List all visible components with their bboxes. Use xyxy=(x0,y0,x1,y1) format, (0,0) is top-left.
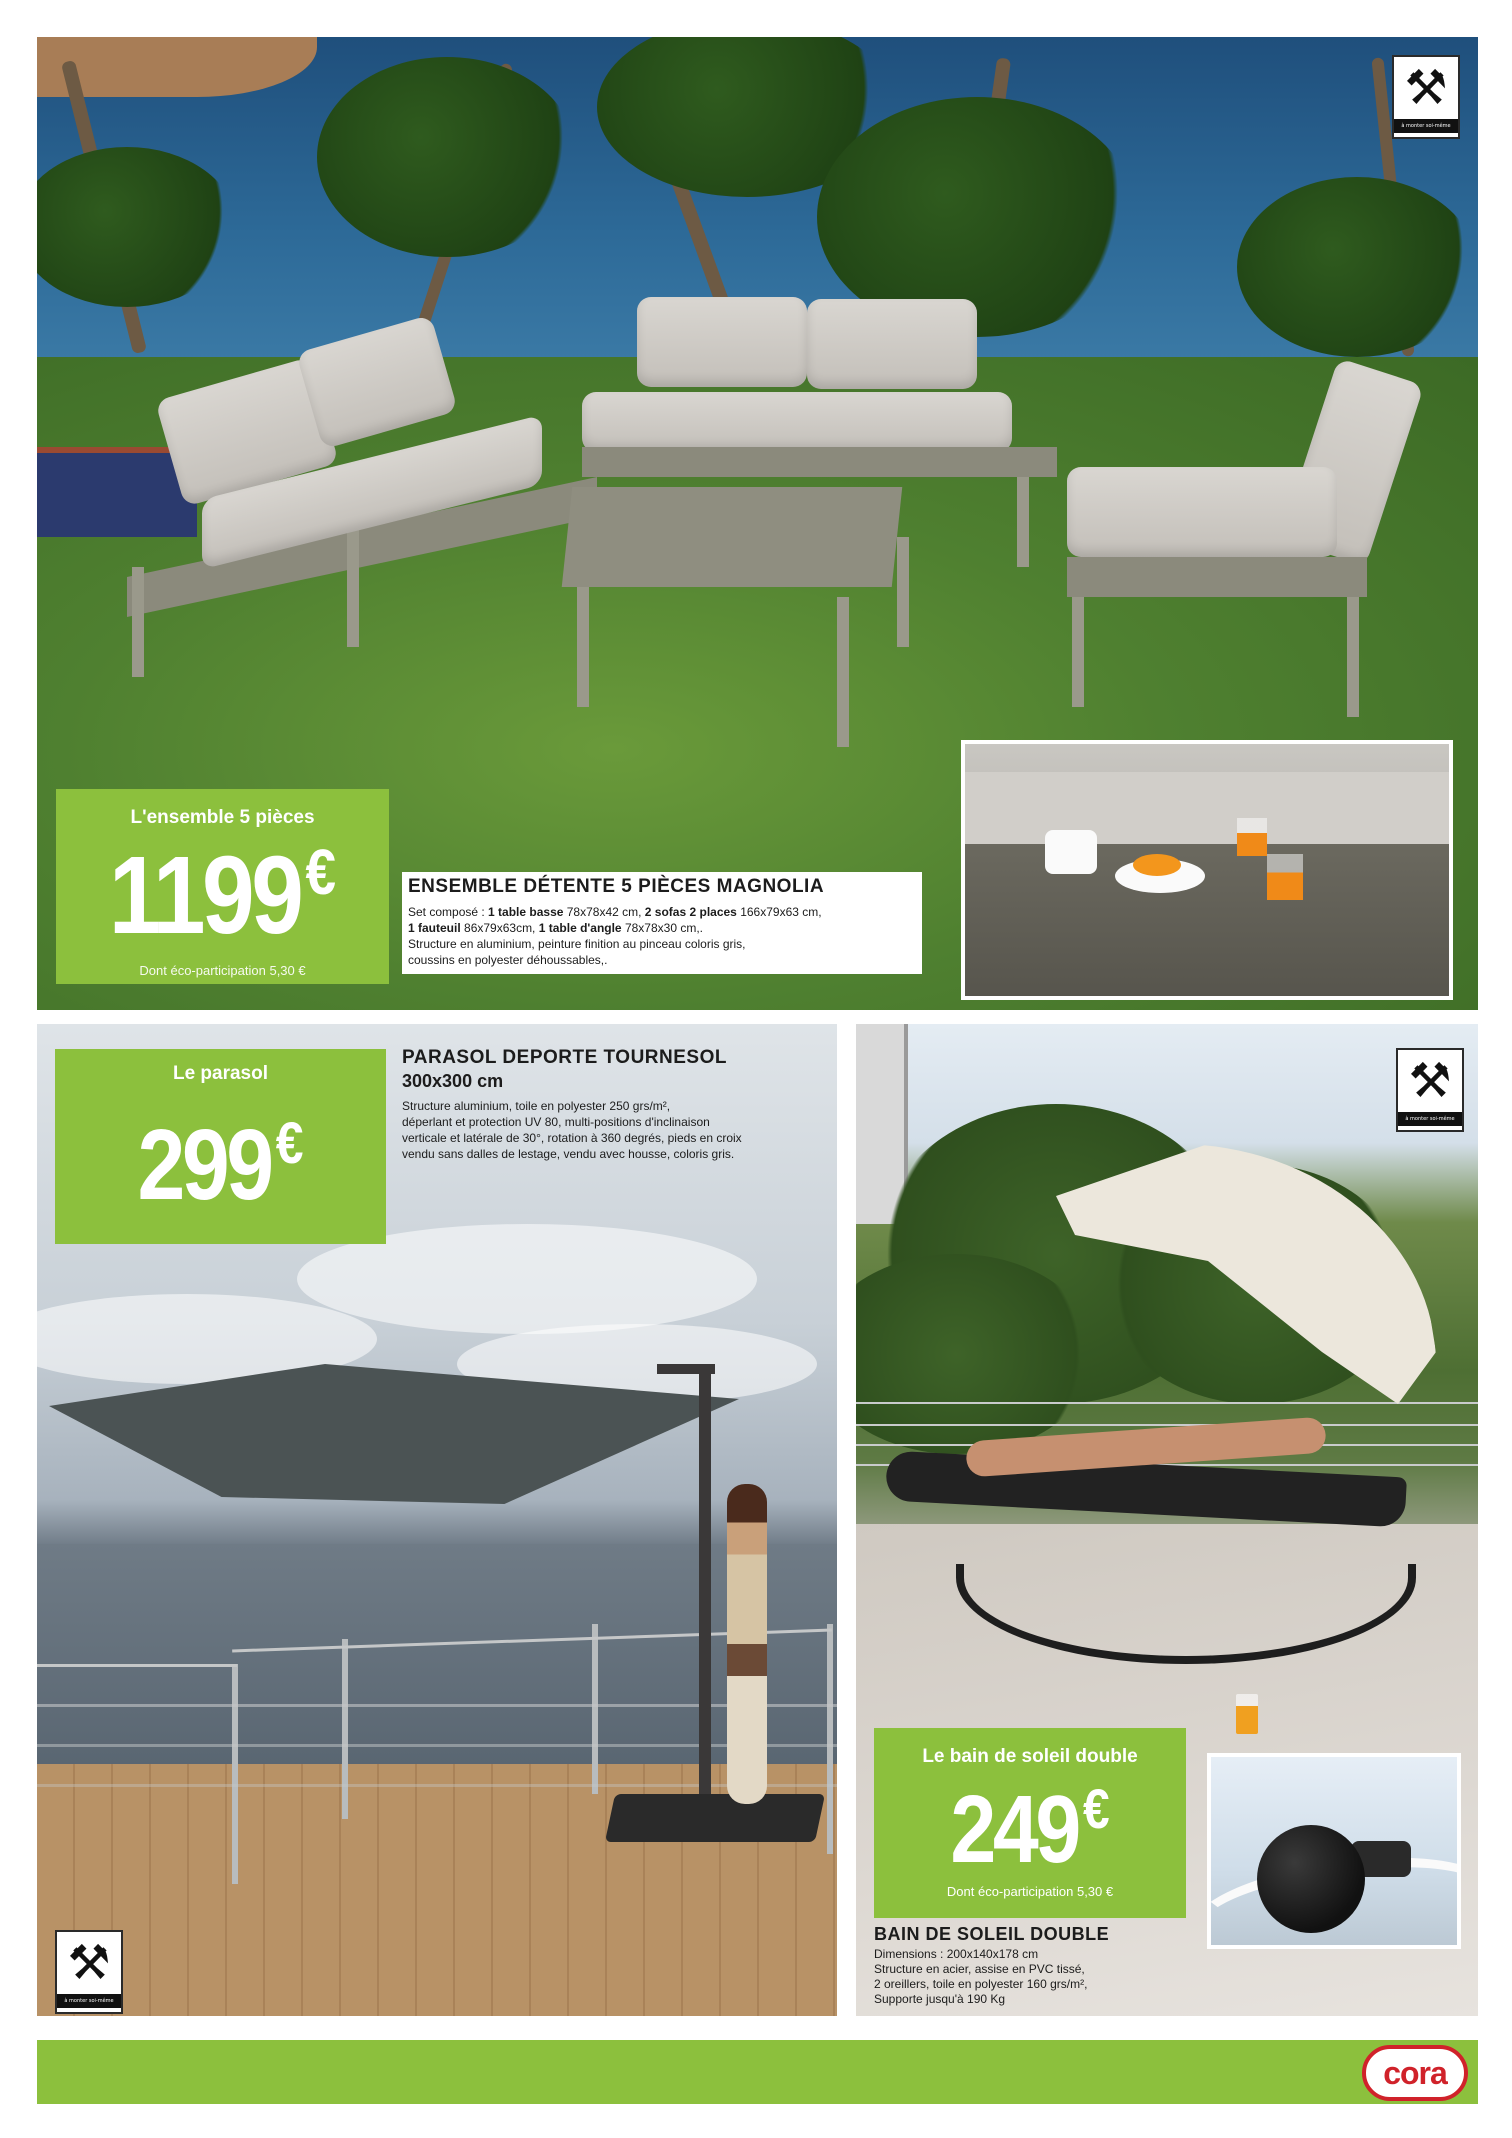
sun-lounger-description xyxy=(874,1924,1204,2007)
self-assembly-badge xyxy=(1392,55,1460,139)
tools-icon: ⚒ xyxy=(67,1935,111,1991)
product-title: ENSEMBLE DÉTENTE 5 PIÈCES MAGNOLIA xyxy=(408,876,825,897)
product-title: PARASOL DEPORTE TOURNESOL xyxy=(402,1047,727,1068)
product-title: BAIN DE SOLEIL DOUBLE xyxy=(874,1924,1110,1944)
table-detail-inset xyxy=(961,740,1453,1000)
lounge-set-price-label: L'ensemble 5 pièces xyxy=(130,807,315,828)
sun-lounger-price-box xyxy=(874,1728,1186,1918)
parasol-price-label: Le parasol xyxy=(172,1063,269,1084)
parasol-price: 299€ xyxy=(137,1109,304,1221)
self-assembly-caption: à monter soi-même xyxy=(1398,1112,1462,1126)
eco-participation-note: Dont éco-participation 5,30 € xyxy=(139,963,306,978)
product-size: 300x300 cm xyxy=(402,1071,504,1091)
tools-icon: ⚒ xyxy=(1404,60,1448,116)
product-details: Set composé : 1 table basse 78x78x42 cm, 2 sofas 2 places 166x79x63 cm, 1 fauteuil 86x79x63cm, 1 table d'angle 78x78x30 cm,. Structure en aluminium, peinture finition au pinceau coloris gris, coussins en polyester déhoussables,. xyxy=(408,905,822,967)
logo-text: cora xyxy=(1383,2054,1447,2091)
lounge-set-price: 1199€ xyxy=(108,834,337,957)
parasol-price-box xyxy=(55,1049,386,1244)
tools-icon: ⚒ xyxy=(1408,1053,1452,1109)
self-assembly-badge xyxy=(1396,1048,1464,1132)
self-assembly-badge xyxy=(55,1930,123,2014)
currency-symbol: € xyxy=(275,1111,304,1176)
lounge-set-description xyxy=(402,872,922,974)
eco-participation-note: Dont éco-participation 5,30 € xyxy=(946,1884,1114,1899)
lounge-set-price-box xyxy=(56,789,389,984)
footer-bar xyxy=(37,2040,1478,2104)
product-details: Dimensions : 200x140x178 cm Structure en acier, assise en PVC tissé, 2 oreillers, toile en polyester 160 grs/m², Supporte jusqu'à 190 Kg xyxy=(874,1947,1088,2006)
pillow-detail-inset xyxy=(1207,1753,1461,1949)
self-assembly-caption: à monter soi-même xyxy=(1394,119,1458,133)
product-details: Structure aluminium, toile en polyester 250 grs/m², déperlant et protection UV 80, multi-positions d'inclinaison verticale et latérale de 30°, rotation à 360 degrés, pieds en croix vendu sans dalles de lestage, vendu avec housse, coloris gris. xyxy=(402,1099,742,1161)
cora-logo[interactable] xyxy=(1362,2045,1468,2101)
sun-lounger-price: 249€ xyxy=(950,1776,1110,1883)
currency-symbol: € xyxy=(305,836,337,908)
currency-symbol: € xyxy=(1082,1778,1110,1840)
parasol-description xyxy=(402,1047,822,1162)
parasol-base xyxy=(605,1794,825,1842)
self-assembly-caption: à monter soi-même xyxy=(57,1994,121,2008)
sun-lounger-price-label: Le bain de soleil double xyxy=(922,1746,1138,1767)
